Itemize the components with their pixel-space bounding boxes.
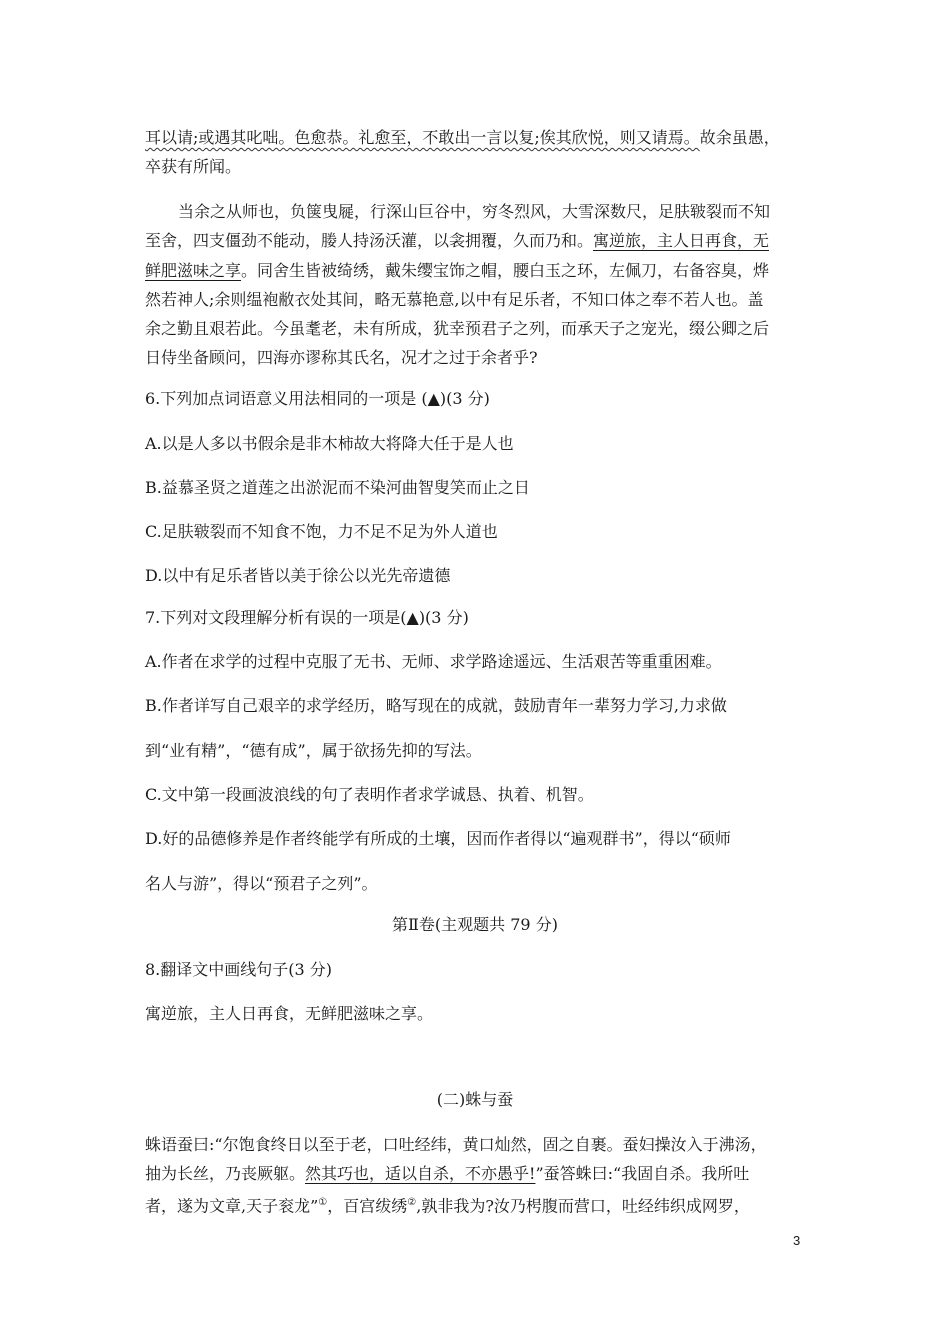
option-d: D.以中有足乐者皆以美于徐公以光先帝遗德: [145, 566, 451, 585]
passage-line: [145, 231, 769, 251]
passage-line: [145, 261, 769, 281]
text-span: 故余虽愚，: [699, 128, 780, 147]
option-a: A.作者在求学的过程中克服了无书、无师、求学路途遥远、生活艰苦等重重困难。: [145, 652, 722, 671]
translation-sentence: 寓逆旅，主人日再食，无鲜肥滋味之享。: [145, 1004, 434, 1023]
passage-line: 然若神人;余则缊袍敝衣处其间，略无慕艳意,以中有足乐者，不知口体之奉不若人也。盖: [145, 290, 764, 309]
section-title: 第Ⅱ卷(主观题共 79 分): [392, 915, 558, 934]
text-span: 至舍，四支僵劲不能动，媵人持汤沃灌，以衾拥覆，久而乃和。: [145, 231, 594, 250]
option-c: C.足肤皲裂而不知食不饱，力不足不足为外人道也: [145, 522, 498, 541]
footnote-marker: ①: [318, 1197, 328, 1208]
question-stem: 7.下列对文段理解分析有误的一项是(▲)(3 分): [145, 608, 469, 627]
option-b: B.益慕圣贤之道莲之出淤泥而不染河曲智叟笑而止之日: [145, 478, 530, 497]
passage-line: [145, 128, 780, 148]
text-span: ，百宫绂绣: [327, 1196, 408, 1216]
question-stem: 8.翻译文中画线句子(3 分): [145, 960, 333, 979]
passage-title: (二)蛛与蚕: [436, 1090, 514, 1109]
passage-line: 余之勤且艰若此。今虽耄老，未有所成，犹幸预君子之列，而承天子之宠光，缀公卿之后: [145, 319, 770, 338]
option-d-continued: 名人与游”，得以“预君子之列”。: [145, 874, 378, 893]
option-c: C.文中第一段画波浪线的句了表明作者求学诚恳、执着、机智。: [145, 785, 594, 804]
footnote-marker: ②: [407, 1197, 417, 1208]
text-span: 。同舍生皆被绮绣，戴朱缨宝饰之帽，腰白玉之环，左佩刀，右备容臭，烨: [241, 261, 770, 280]
option-b-continued: 到“业有精”，“德有成”，属于欲扬先抑的写法。: [145, 741, 482, 760]
text-span: 抽为长丝，乃丧厥躯。: [145, 1164, 306, 1183]
option-a: A.以是人多以书假余是非木柿故大将降大任于是人也: [145, 434, 514, 453]
underlined-text: 然其巧也，适以自杀，不亦愚乎!: [305, 1164, 536, 1183]
wavy-underlined-text: 耳以请;或遇其叱咄。色愈恭。礼愈至，不敢出一言以复;俟其欣悦，则又请焉。: [145, 128, 700, 147]
text-span: 者，遂为文章,天子衮龙”: [145, 1196, 319, 1216]
option-b: B.作者详写自己艰辛的求学经历，略写现在的成就，鼓励青年一辈努力学习,力求做: [145, 696, 727, 715]
passage-line: 日侍坐备顾问，四海亦谬称其氏名，况才之过于余者乎?: [145, 348, 538, 367]
passage-line: [145, 1164, 749, 1184]
passage-line: 卒获有所闻。: [145, 157, 242, 176]
text-span: ,孰非我为?汝乃枵腹而营口，吐经纬织成网罗，: [416, 1196, 750, 1216]
passage-line: 当余之从师也，负箧曳屣，行深山巨谷中，穷冬烈风，大雪深数尺，足肤皲裂而不知: [178, 202, 771, 221]
underlined-text: 鲜肥滋味之享: [145, 261, 242, 280]
option-d: D.好的品德修养是作者终能学有所成的土壤，因而作者得以“遍观群书”，得以“硕师: [145, 829, 731, 848]
passage-line: 蛛语蚕曰:“尔饱食终日以至于老，口吐经纬，黄口灿然，固之自裹。蚕妇操汝入于沸汤，: [145, 1135, 767, 1154]
underlined-text: 寓逆旅，主人日再食，无: [593, 231, 770, 250]
passage-line: [145, 1193, 750, 1216]
text-span: ”蚕答蛛曰:“我固自杀。我所吐: [535, 1164, 750, 1183]
page-number: 3: [793, 1233, 801, 1248]
question-stem: 6.下列加点词语意义用法相同的一项是 (▲)(3 分): [145, 389, 490, 408]
